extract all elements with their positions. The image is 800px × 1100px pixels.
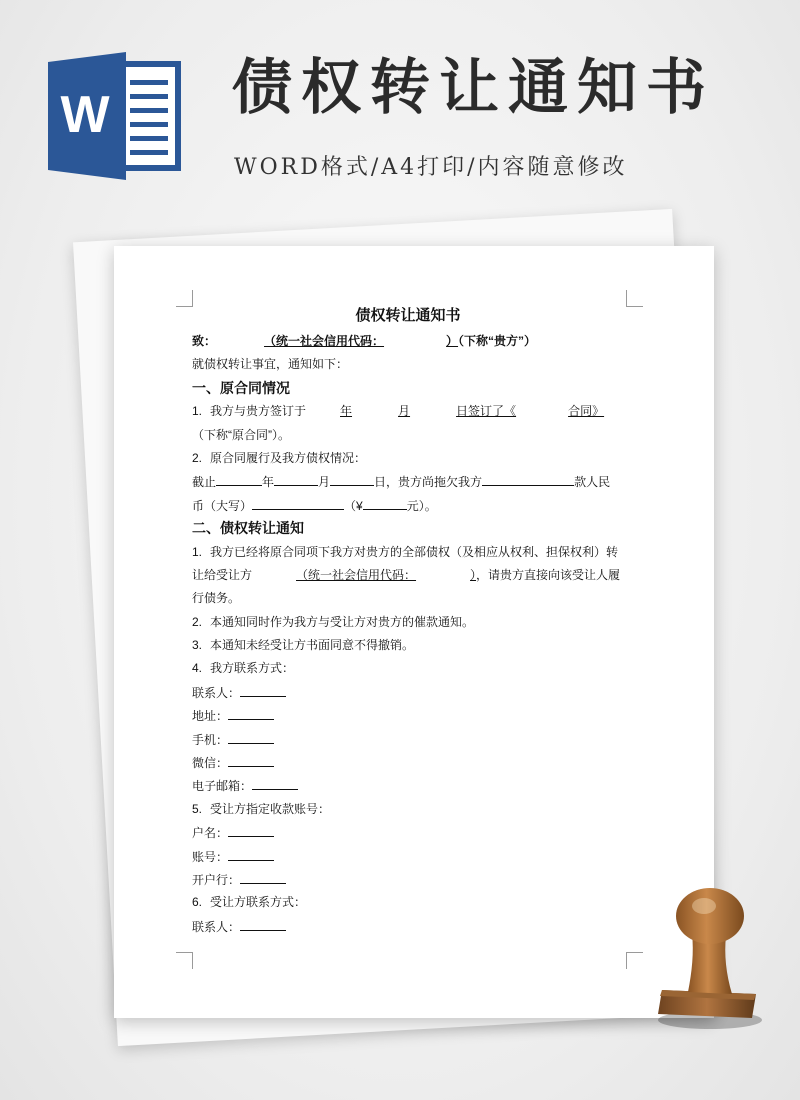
document-page	[114, 246, 714, 1018]
field-wechat: 微信：	[192, 751, 624, 774]
field-account-name: 户名：	[192, 821, 624, 844]
s2-item1-cont: 让给受让方 （统一社会信用代码： ），请贵方直接向该受让人履	[192, 567, 621, 582]
s2-item1: 1. 我方已经将原合同项下我方对贵方的全部债权（及相应从权利、担保权利）转	[192, 544, 619, 559]
field-bank: 开户行：	[192, 868, 624, 891]
field-account-number: 账号：	[192, 845, 624, 868]
s2-item5: 5. 受让方指定收款账号：	[192, 801, 331, 816]
crop-mark-bottom-right	[626, 952, 643, 969]
s2-item4: 4. 我方联系方式：	[192, 661, 295, 676]
s1-arrears-line: 截止 年 月 日，贵方尚拖欠我方 款人民	[192, 470, 624, 493]
document-title: 债权转让通知书	[355, 307, 461, 324]
intro-line: 就债权转让事宜，通知如下：	[192, 357, 349, 372]
wooden-stamp-icon	[648, 882, 773, 1032]
field-email: 电子邮箱：	[192, 774, 624, 797]
word-icon-letter: W	[60, 86, 110, 144]
crop-mark-top-right	[626, 290, 643, 307]
s1-item2: 2. 原合同履行及我方债权情况：	[192, 450, 367, 465]
field-mobile: 手机：	[192, 728, 624, 751]
s2-item3: 3. 本通知未经受让方书面同意不得撤销。	[192, 638, 415, 653]
s1-item1: 1. 我方与贵方签订于 年 月 日签订了《 合同》	[192, 404, 605, 419]
crop-mark-top-left	[176, 290, 193, 307]
field-contact-person-2: 联系人：	[192, 915, 624, 938]
document-body	[192, 302, 624, 938]
s2-item1-end: 行债务。	[192, 591, 241, 606]
crop-mark-bottom-left	[176, 952, 193, 969]
section-heading-1: 一、原合同情况	[192, 379, 290, 396]
s1-item1-cont: （下称“原合同”）。	[192, 427, 290, 442]
recipient-line: 致： （统一社会信用代码： ）（下称“贵方”）	[192, 334, 537, 348]
field-contact-person: 联系人：	[192, 681, 624, 704]
field-address: 地址：	[192, 704, 624, 727]
page-subtitle: WORD格式/A4打印/内容随意修改	[234, 155, 628, 180]
s2-item2: 2. 本通知同时作为我方与受让方对贵方的催款通知。	[192, 614, 475, 629]
section-heading-2: 二、债权转让通知	[192, 520, 304, 537]
s1-amount-line: 币（大写） （¥ 元）。	[192, 494, 624, 517]
page-title: 债权转让通知书	[232, 53, 715, 123]
s2-item6: 6. 受让方联系方式：	[192, 895, 307, 910]
word-icon	[48, 52, 183, 180]
